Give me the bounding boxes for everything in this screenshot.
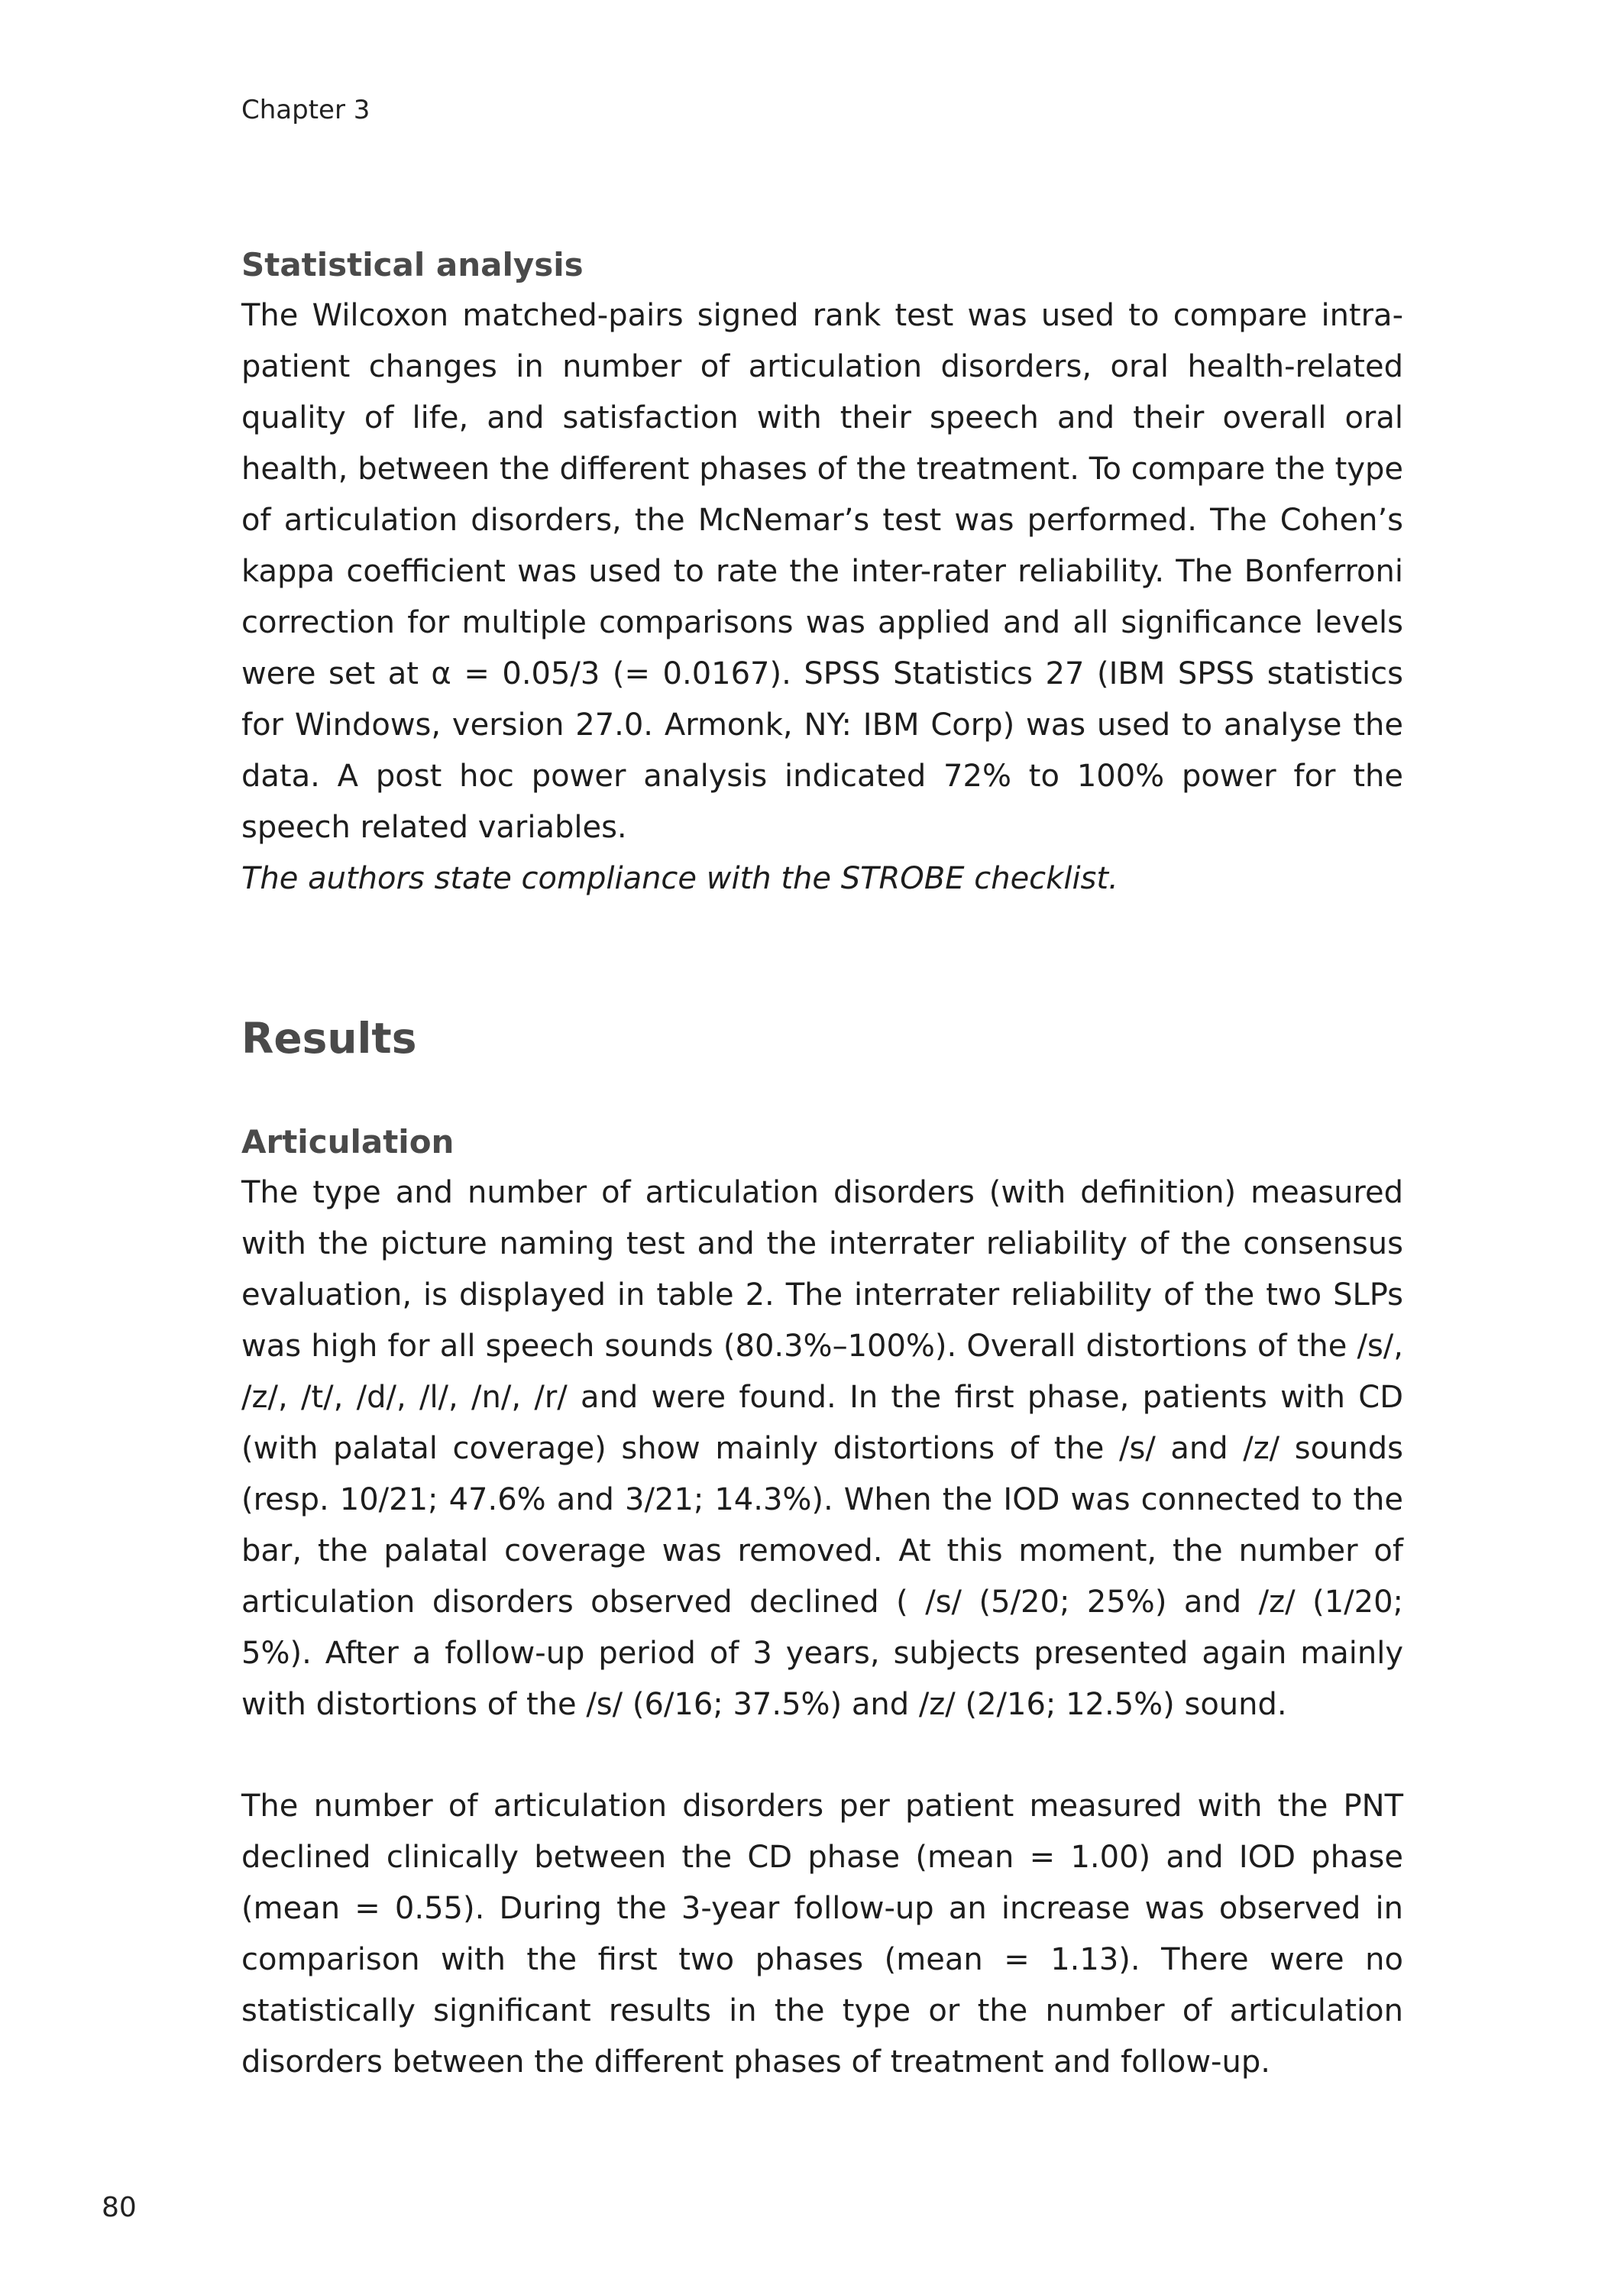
running-header-chapter: Chapter 3 [241,95,370,125]
articulation-paragraph-1: The type and number of articulation disorders (with definition) measured with the picture naming test and the interrater reliability of the consensus evaluation, is displayed in table 2. The interrater reliability of the two SLPs was high for all speech sounds (80.3%–100%). Overall distortions of the /s/, /z/, /t/, /d/, /l/, /n/, /r/ and were found. In the first phase, patients with CD (with palatal coverage) show mainly distortions of the /s/ and /z/ sounds (resp. 10/21; 47.6% and 3/21; 14.3%). When the IOD was connected to the bar, the palatal coverage was removed. At this moment, the number of articulation disorders observed declined ( /s/ (5/20; 25%) and /z/ (1/20; 5%). After a follow-up period of 3 years, subjects presented again mainly with distortions of the /s/ (6/16; 37.5%) and /z/ (2/16; 12.5%) sound. [241,1175,1403,1722]
results-heading: Results [241,1014,417,1063]
statistical-analysis-heading: Statistical analysis [241,246,584,283]
strobe-compliance-statement: The authors state compliance with the STROBE checklist. [241,861,1118,896]
page-number: 80 [102,2192,137,2223]
page-body [241,240,1403,2088]
articulation-heading: Articulation [241,1123,455,1161]
articulation-paragraph-2: The number of articulation disorders per patient measured with the PNT declined clinically between the CD phase (mean = 1.00) and IOD phase (mean = 0.55). During the 3-year follow-up an increase was observed in comparison with the first two phases (mean = 1.13). There were no statistically significant results in the type or the number of articulation disorders between the different phases of treatment and follow-up. [241,1789,1403,2080]
statistical-analysis-paragraph: The Wilcoxon matched-pairs signed rank test was used to compare intra-patient changes in number of articulation disorders, oral health-related quality of life, and satisfaction with their speech and their overall oral health, between the different phases of the treatment. To compare the type of articulation disorders, the McNemar’s test was performed. The Cohen’s kappa coefficient was used to rate the inter-rater reliability. The Bonferroni correction for multiple comparisons was applied and all significance levels were set at α = 0.05/3 (= 0.0167). SPSS Statistics 27 (IBM SPSS statistics for Windows, version 27.0. Armonk, NY: IBM Corp) was used to analyse the data. A post hoc power analysis indicated 72% to 100% power for the speech related variables. [241,298,1403,845]
